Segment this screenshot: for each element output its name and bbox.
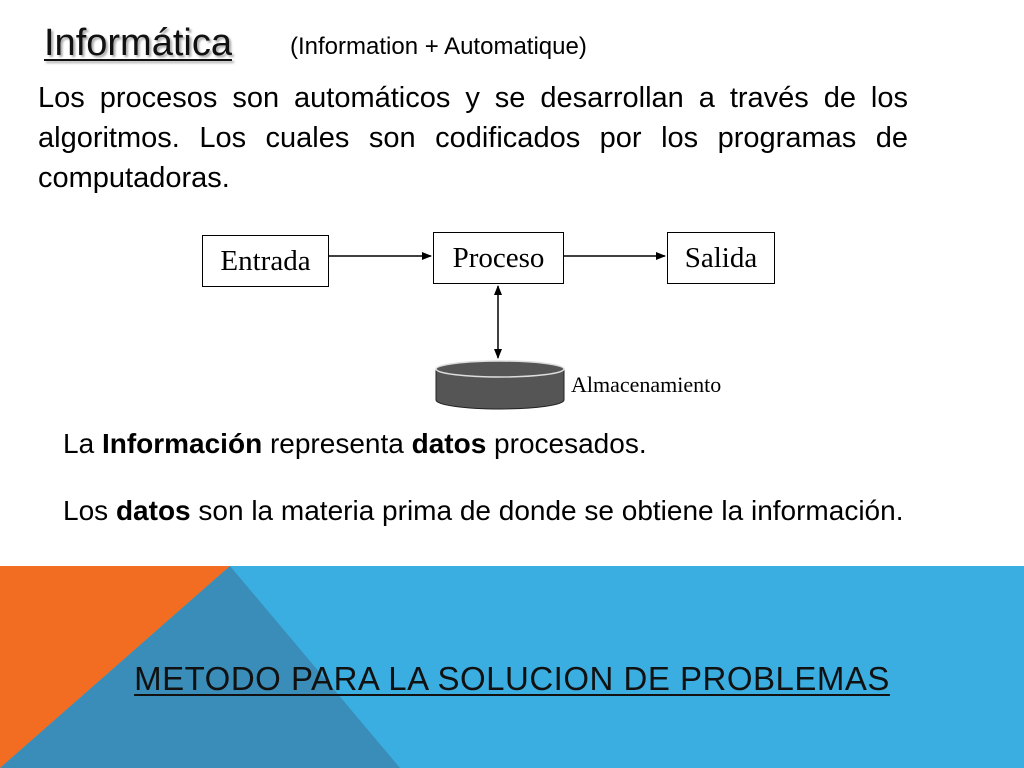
slide-title: Informática	[44, 22, 232, 64]
statement2-bold-datos: datos	[115, 495, 191, 526]
statement1-bold-datos: datos	[411, 428, 487, 459]
output-box	[667, 232, 775, 284]
statement1-bold-informacion: Información	[101, 428, 263, 459]
process-label: Proceso	[452, 241, 545, 274]
statement2-text-b: son la materia prima de donde se obtiene la información.	[190, 495, 904, 526]
process-box	[433, 232, 564, 284]
input-box	[202, 235, 329, 287]
statement1-text-a: La	[63, 428, 102, 459]
statement1-text-c: procesados.	[486, 428, 647, 459]
input-label: Entrada	[220, 244, 311, 277]
data-statement	[63, 491, 932, 531]
output-label: Salida	[684, 241, 758, 274]
statement2-text-a: Los	[63, 495, 116, 526]
intro-paragraph: Los procesos son automáticos y se desarrollan a través de los algoritmos. Los cuales son codificados por los programas de computadoras.	[38, 82, 908, 194]
storage-label: Almacenamiento	[571, 372, 722, 397]
storage-cylinder	[436, 361, 564, 409]
title-etymology: (Information + Automatique)	[290, 33, 587, 60]
storage-cylinder-top	[436, 361, 564, 377]
section-title: METODO PARA LA SOLUCION DE PROBLEMAS	[134, 660, 890, 697]
statement1-text-b: representa	[262, 428, 412, 459]
information-statement	[63, 428, 647, 460]
